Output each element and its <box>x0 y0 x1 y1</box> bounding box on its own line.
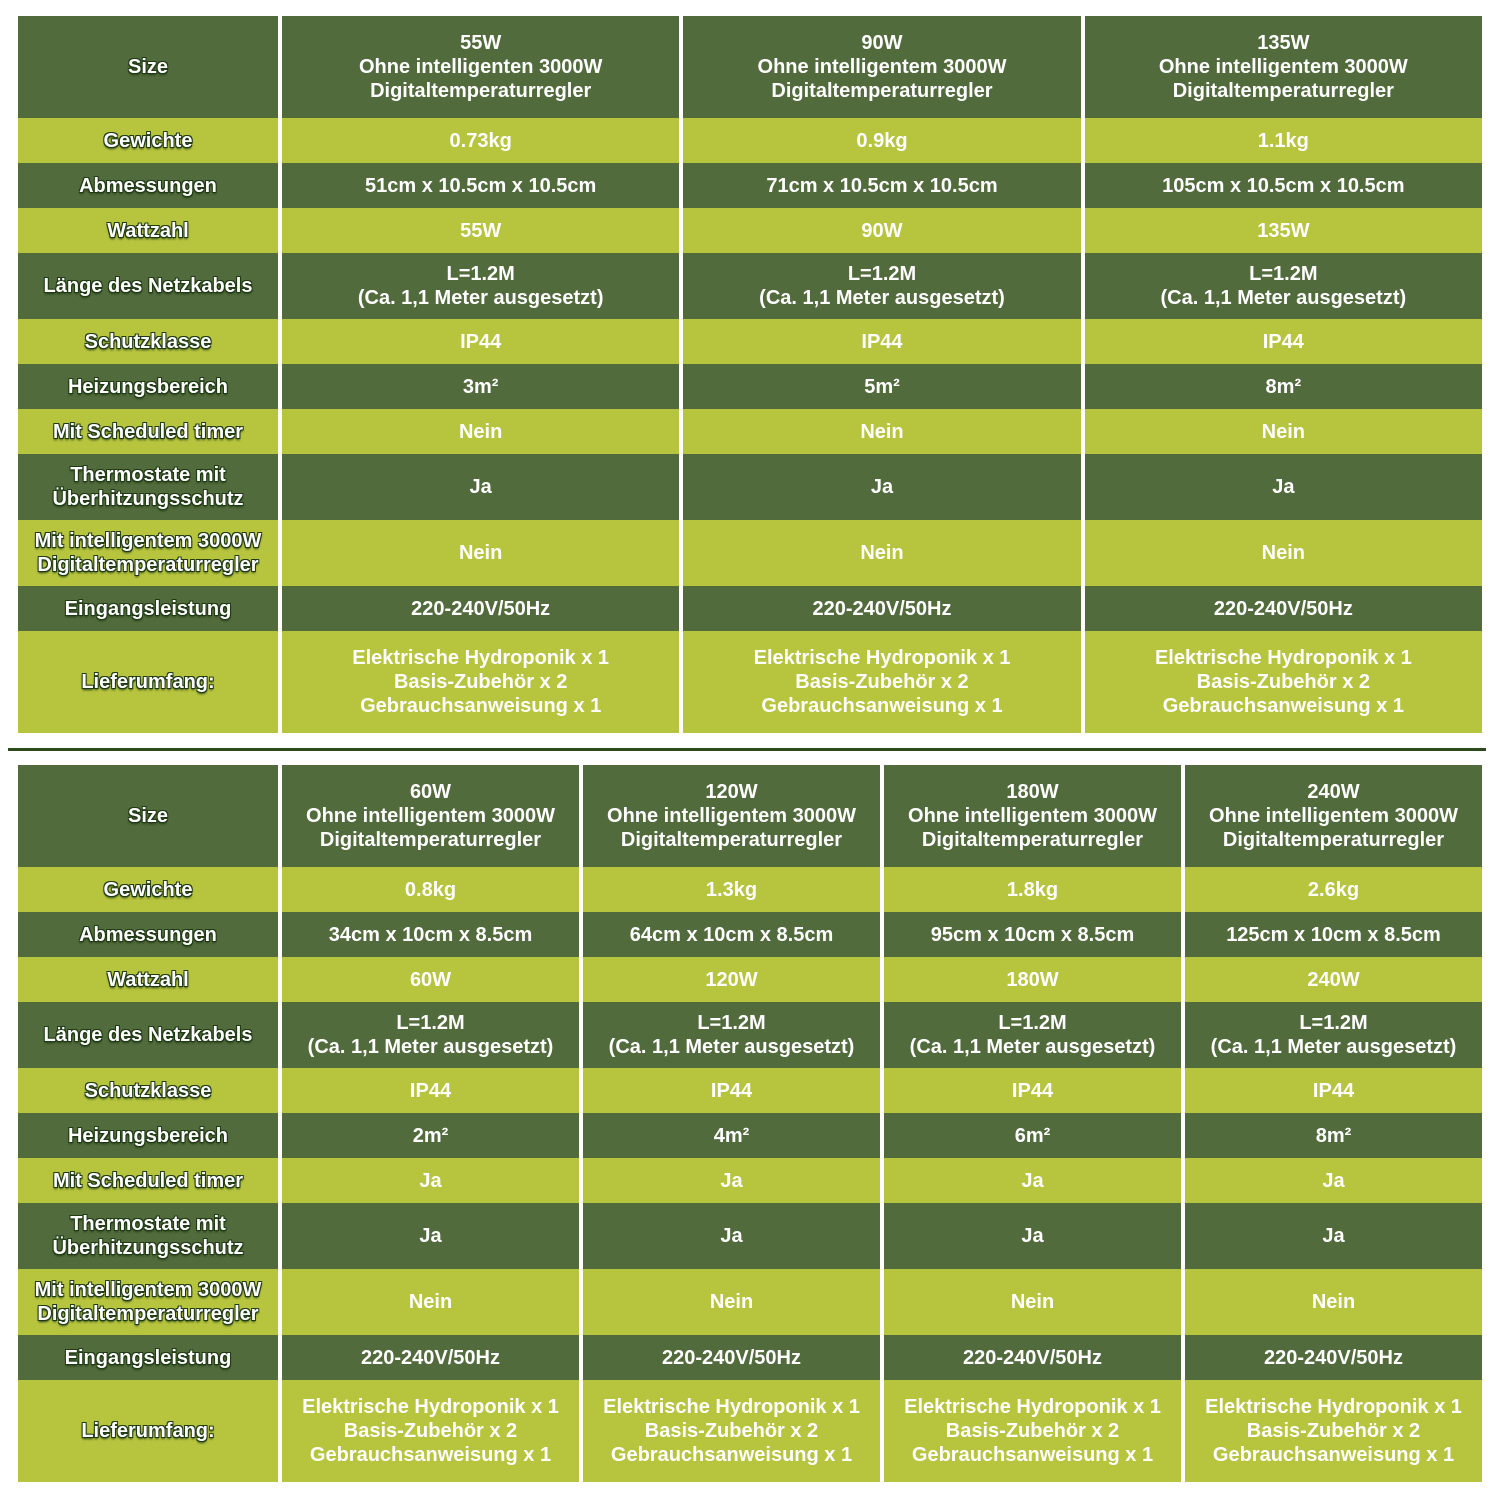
spec-table-1-body <box>18 16 1482 733</box>
cell-scope-t2-c1: Elektrische Hydroponik x 1 Basis-Zubehör x 2 Gebrauchsanweisung x 1 <box>282 1380 579 1482</box>
cell-timer-t1-c1: Nein <box>282 409 679 454</box>
row-label-weight: Gewichte <box>18 118 278 163</box>
cell-dimensions-t2-c4: 125cm x 10cm x 8.5cm <box>1185 912 1482 957</box>
cell-heating-area-t1-c1: 3m² <box>282 364 679 409</box>
cell-weight-t2-c1: 0.8kg <box>282 867 579 912</box>
cell-controller-t2-c1: Nein <box>282 1269 579 1335</box>
row-dimensions <box>18 163 1482 208</box>
cell-thermostat-t2-c4: Ja <box>1185 1203 1482 1269</box>
cell-thermostat-t1-c1: Ja <box>282 454 679 520</box>
cell-size-t1-c2: 90W Ohne intelligentem 3000W Digitaltemperaturregler <box>683 16 1080 118</box>
row-cable <box>18 1002 1482 1068</box>
cell-protection-t2-c2: IP44 <box>583 1068 880 1113</box>
row-thermostat <box>18 454 1482 520</box>
spec-table-2-body <box>18 765 1482 1482</box>
row-label-timer: Mit Scheduled timer <box>18 409 278 454</box>
cell-heating-area-t2-c3: 6m² <box>884 1113 1181 1158</box>
row-label-cable: Länge des Netzkabels <box>18 253 278 319</box>
row-label-heating-area: Heizungsbereich <box>18 364 278 409</box>
cell-wattage-t2-c1: 60W <box>282 957 579 1002</box>
cell-size-t2-c4: 240W Ohne intelligentem 3000W Digitaltemperaturregler <box>1185 765 1482 867</box>
row-protection <box>18 1068 1482 1113</box>
cell-thermostat-t2-c1: Ja <box>282 1203 579 1269</box>
cell-cable-t1-c1: L=1.2M (Ca. 1,1 Meter ausgesetzt) <box>282 253 679 319</box>
cell-controller-t1-c2: Nein <box>683 520 1080 586</box>
cell-heating-area-t2-c1: 2m² <box>282 1113 579 1158</box>
cell-weight-t2-c4: 2.6kg <box>1185 867 1482 912</box>
row-label-controller: Mit intelligentem 3000W Digitaltemperaturregler <box>18 1269 278 1335</box>
cell-thermostat-t2-c3: Ja <box>884 1203 1181 1269</box>
cell-controller-t2-c3: Nein <box>884 1269 1181 1335</box>
cell-input-t1-c2: 220-240V/50Hz <box>683 586 1080 631</box>
cell-scope-t1-c1: Elektrische Hydroponik x 1 Basis-Zubehör x 2 Gebrauchsanweisung x 1 <box>282 631 679 733</box>
cell-timer-t2-c3: Ja <box>884 1158 1181 1203</box>
cell-controller-t1-c1: Nein <box>282 520 679 586</box>
row-size <box>18 16 1482 118</box>
row-dimensions <box>18 912 1482 957</box>
cell-dimensions-t2-c1: 34cm x 10cm x 8.5cm <box>282 912 579 957</box>
row-controller <box>18 520 1482 586</box>
row-label-heating-area: Heizungsbereich <box>18 1113 278 1158</box>
row-label-protection: Schutzklasse <box>18 1068 278 1113</box>
row-scope <box>18 1380 1482 1482</box>
cell-size-t2-c1: 60W Ohne intelligentem 3000W Digitaltemperaturregler <box>282 765 579 867</box>
row-timer <box>18 1158 1482 1203</box>
cell-input-t2-c1: 220-240V/50Hz <box>282 1335 579 1380</box>
cell-scope-t2-c4: Elektrische Hydroponik x 1 Basis-Zubehör x 2 Gebrauchsanweisung x 1 <box>1185 1380 1482 1482</box>
row-label-scope: Lieferumfang: <box>18 1380 278 1482</box>
cell-weight-t1-c2: 0.9kg <box>683 118 1080 163</box>
row-label-thermostat: Thermostate mit Überhitzungsschutz <box>18 454 278 520</box>
cell-size-t2-c3: 180W Ohne intelligentem 3000W Digitaltemperaturregler <box>884 765 1181 867</box>
row-protection <box>18 319 1482 364</box>
cell-wattage-t2-c4: 240W <box>1185 957 1482 1002</box>
row-input <box>18 1335 1482 1380</box>
cell-thermostat-t1-c2: Ja <box>683 454 1080 520</box>
cell-timer-t2-c4: Ja <box>1185 1158 1482 1203</box>
cell-dimensions-t2-c3: 95cm x 10cm x 8.5cm <box>884 912 1181 957</box>
cell-dimensions-t1-c1: 51cm x 10.5cm x 10.5cm <box>282 163 679 208</box>
cell-thermostat-t1-c3: Ja <box>1085 454 1482 520</box>
cell-timer-t1-c3: Nein <box>1085 409 1482 454</box>
row-size <box>18 765 1482 867</box>
cell-cable-t2-c4: L=1.2M (Ca. 1,1 Meter ausgesetzt) <box>1185 1002 1482 1068</box>
cell-heating-area-t1-c3: 8m² <box>1085 364 1482 409</box>
cell-dimensions-t1-c2: 71cm x 10.5cm x 10.5cm <box>683 163 1080 208</box>
cell-input-t2-c2: 220-240V/50Hz <box>583 1335 880 1380</box>
row-cable <box>18 253 1482 319</box>
row-label-wattage: Wattzahl <box>18 208 278 253</box>
cell-wattage-t1-c3: 135W <box>1085 208 1482 253</box>
cell-size-t1-c1: 55W Ohne intelligenten 3000W Digitaltemperaturregler <box>282 16 679 118</box>
cell-heating-area-t1-c2: 5m² <box>683 364 1080 409</box>
cell-scope-t2-c2: Elektrische Hydroponik x 1 Basis-Zubehör x 2 Gebrauchsanweisung x 1 <box>583 1380 880 1482</box>
cell-weight-t2-c3: 1.8kg <box>884 867 1181 912</box>
cell-heating-area-t2-c2: 4m² <box>583 1113 880 1158</box>
row-heating-area <box>18 364 1482 409</box>
cell-thermostat-t2-c2: Ja <box>583 1203 880 1269</box>
cell-input-t2-c3: 220-240V/50Hz <box>884 1335 1181 1380</box>
cell-input-t1-c3: 220-240V/50Hz <box>1085 586 1482 631</box>
cell-controller-t2-c2: Nein <box>583 1269 880 1335</box>
row-label-size: Size <box>18 765 278 867</box>
cell-timer-t2-c1: Ja <box>282 1158 579 1203</box>
cell-size-t1-c3: 135W Ohne intelligentem 3000W Digitaltemperaturregler <box>1085 16 1482 118</box>
cell-timer-t1-c2: Nein <box>683 409 1080 454</box>
cell-dimensions-t1-c3: 105cm x 10.5cm x 10.5cm <box>1085 163 1482 208</box>
cell-scope-t1-c3: Elektrische Hydroponik x 1 Basis-Zubehör x 2 Gebrauchsanweisung x 1 <box>1085 631 1482 733</box>
row-timer <box>18 409 1482 454</box>
row-label-scope: Lieferumfang: <box>18 631 278 733</box>
row-thermostat <box>18 1203 1482 1269</box>
spec-table-1 <box>14 16 1486 733</box>
cell-cable-t1-c3: L=1.2M (Ca. 1,1 Meter ausgesetzt) <box>1085 253 1482 319</box>
row-label-protection: Schutzklasse <box>18 319 278 364</box>
row-label-thermostat: Thermostate mit Überhitzungsschutz <box>18 1203 278 1269</box>
row-scope <box>18 631 1482 733</box>
cell-scope-t2-c3: Elektrische Hydroponik x 1 Basis-Zubehör x 2 Gebrauchsanweisung x 1 <box>884 1380 1181 1482</box>
cell-dimensions-t2-c2: 64cm x 10cm x 8.5cm <box>583 912 880 957</box>
spec-table-2 <box>14 765 1486 1482</box>
cell-timer-t2-c2: Ja <box>583 1158 880 1203</box>
cell-protection-t2-c1: IP44 <box>282 1068 579 1113</box>
row-weight <box>18 867 1482 912</box>
row-controller <box>18 1269 1482 1335</box>
cell-input-t1-c1: 220-240V/50Hz <box>282 586 679 631</box>
cell-wattage-t1-c1: 55W <box>282 208 679 253</box>
section-divider <box>8 748 1486 751</box>
cell-controller-t1-c3: Nein <box>1085 520 1482 586</box>
cell-cable-t2-c3: L=1.2M (Ca. 1,1 Meter ausgesetzt) <box>884 1002 1181 1068</box>
cell-weight-t1-c3: 1.1kg <box>1085 118 1482 163</box>
row-input <box>18 586 1482 631</box>
row-label-weight: Gewichte <box>18 867 278 912</box>
cell-wattage-t1-c2: 90W <box>683 208 1080 253</box>
row-label-size: Size <box>18 16 278 118</box>
cell-weight-t1-c1: 0.73kg <box>282 118 679 163</box>
cell-protection-t1-c3: IP44 <box>1085 319 1482 364</box>
cell-protection-t2-c3: IP44 <box>884 1068 1181 1113</box>
cell-protection-t2-c4: IP44 <box>1185 1068 1482 1113</box>
row-label-wattage: Wattzahl <box>18 957 278 1002</box>
row-label-input: Eingangsleistung <box>18 1335 278 1380</box>
row-wattage <box>18 208 1482 253</box>
row-weight <box>18 118 1482 163</box>
cell-size-t2-c2: 120W Ohne intelligentem 3000W Digitaltemperaturregler <box>583 765 880 867</box>
cell-cable-t1-c2: L=1.2M (Ca. 1,1 Meter ausgesetzt) <box>683 253 1080 319</box>
cell-cable-t2-c2: L=1.2M (Ca. 1,1 Meter ausgesetzt) <box>583 1002 880 1068</box>
row-label-timer: Mit Scheduled timer <box>18 1158 278 1203</box>
row-label-input: Eingangsleistung <box>18 586 278 631</box>
cell-protection-t1-c2: IP44 <box>683 319 1080 364</box>
row-label-dimensions: Abmessungen <box>18 163 278 208</box>
row-heating-area <box>18 1113 1482 1158</box>
cell-heating-area-t2-c4: 8m² <box>1185 1113 1482 1158</box>
row-label-cable: Länge des Netzkabels <box>18 1002 278 1068</box>
row-wattage <box>18 957 1482 1002</box>
cell-scope-t1-c2: Elektrische Hydroponik x 1 Basis-Zubehör x 2 Gebrauchsanweisung x 1 <box>683 631 1080 733</box>
cell-cable-t2-c1: L=1.2M (Ca. 1,1 Meter ausgesetzt) <box>282 1002 579 1068</box>
cell-input-t2-c4: 220-240V/50Hz <box>1185 1335 1482 1380</box>
row-label-controller: Mit intelligentem 3000W Digitaltemperaturregler <box>18 520 278 586</box>
cell-wattage-t2-c3: 180W <box>884 957 1181 1002</box>
row-label-dimensions: Abmessungen <box>18 912 278 957</box>
cell-controller-t2-c4: Nein <box>1185 1269 1482 1335</box>
cell-wattage-t2-c2: 120W <box>583 957 880 1002</box>
cell-weight-t2-c2: 1.3kg <box>583 867 880 912</box>
cell-protection-t1-c1: IP44 <box>282 319 679 364</box>
